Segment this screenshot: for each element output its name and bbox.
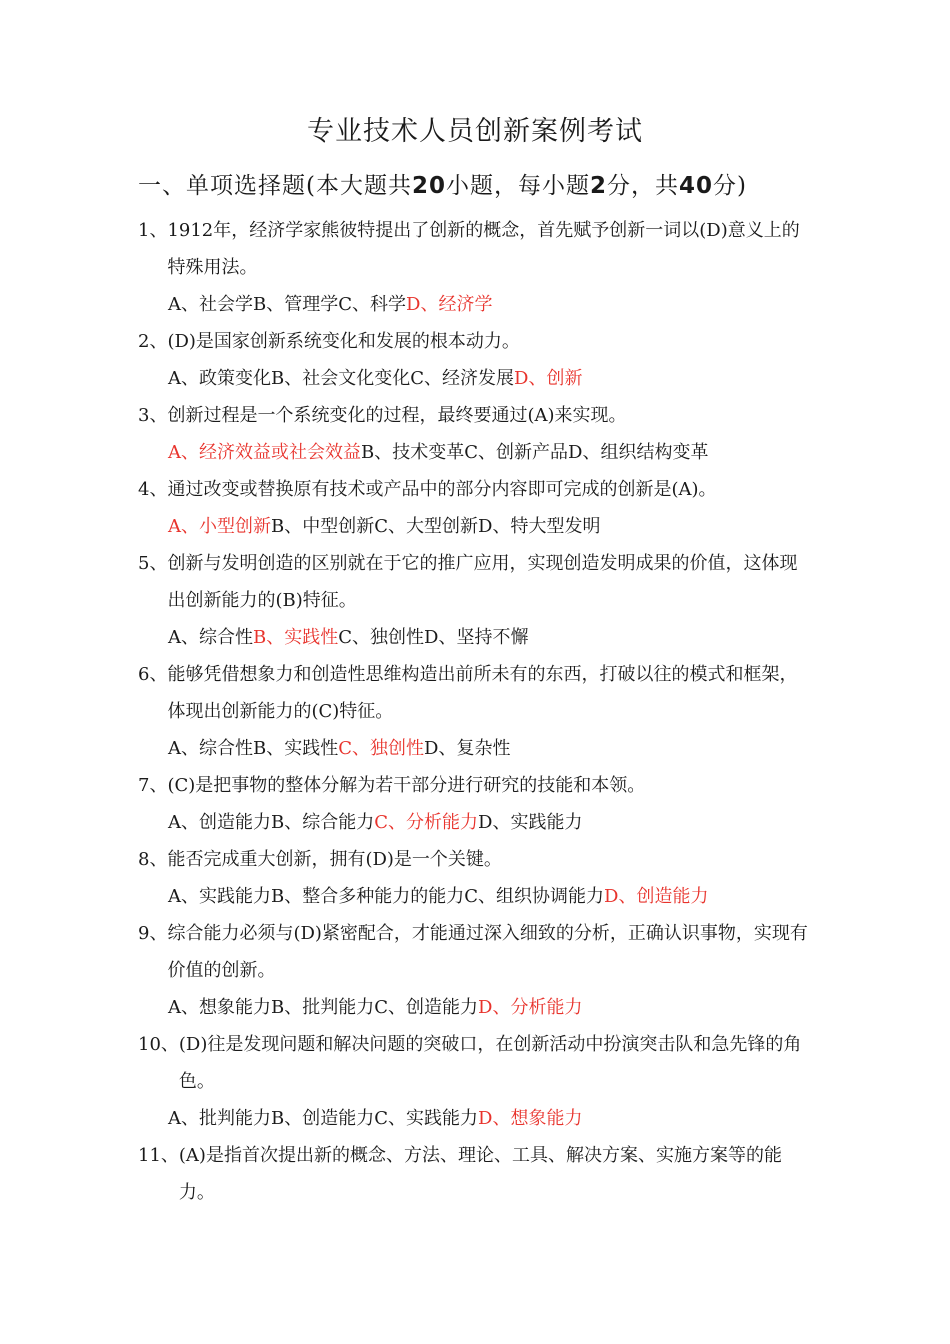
question-row: [138, 471, 808, 508]
option: A、实践能力: [168, 886, 271, 907]
question-item: [0, 1137, 950, 1211]
option: C、独创性: [338, 627, 425, 648]
question-text: (D)往是发现问题和解决问题的突破口，在创新活动中扮演突击队和急先锋的角色。: [178, 1034, 802, 1092]
option-correct: A、小型创新: [168, 516, 271, 537]
option-correct: C、独创性: [338, 738, 425, 759]
option: C、组织协调能力: [464, 886, 605, 907]
question-item: [0, 656, 950, 767]
option: B、整合多种能力的能力: [271, 886, 465, 907]
question-number: 5、: [138, 553, 168, 574]
question-text: (D)是国家创新系统变化和发展的根本动力。: [167, 331, 520, 352]
option-list: [168, 434, 828, 471]
question-number: 8、: [138, 849, 168, 870]
option: D、组织结构变革: [568, 442, 709, 463]
option: A、综合性: [168, 627, 253, 648]
option-list: [168, 286, 828, 323]
option: A、批判能力: [168, 1108, 271, 1129]
question-item: [0, 767, 950, 841]
question-number: 10、: [138, 1034, 179, 1055]
question-number: 9、: [138, 923, 168, 944]
question-row: [138, 323, 808, 360]
option: B、综合能力: [271, 812, 375, 833]
option: C、经济发展: [410, 368, 515, 389]
question-item: [0, 545, 950, 656]
option: C、实践能力: [374, 1108, 479, 1129]
option-list: [168, 619, 828, 656]
option-correct: A、经济效益或社会效益: [168, 442, 361, 463]
question-number: 4、: [138, 479, 168, 500]
question-item: [0, 471, 950, 545]
option: B、创造能力: [271, 1108, 375, 1129]
option: B、管理学: [253, 294, 339, 315]
question-row: [138, 841, 808, 878]
section-points: 2: [590, 173, 608, 199]
question-item: [0, 212, 950, 323]
section-count: 20: [411, 173, 446, 199]
option-correct: C、分析能力: [374, 812, 479, 833]
question-text: 能否完成重大创新，拥有(D)是一个关键。: [167, 849, 502, 870]
question-number: 3、: [138, 405, 168, 426]
option-list: [168, 878, 828, 915]
question-text: 综合能力必须与(D)紧密配合，才能通过深入细致的分析，正确认识事物，实现有价值的创新。: [167, 923, 808, 981]
section-mid1: 小题，每小题: [446, 173, 590, 199]
question-number: 11、: [138, 1145, 179, 1166]
option-correct: D、想象能力: [478, 1108, 583, 1129]
option: A、综合性: [168, 738, 253, 759]
option: B、批判能力: [271, 997, 375, 1018]
question-number: 2、: [138, 331, 168, 352]
option: A、创造能力: [168, 812, 271, 833]
question-row: [138, 915, 808, 989]
question-row: [138, 397, 808, 434]
option: D、复杂性: [424, 738, 511, 759]
option: B、实践性: [253, 738, 339, 759]
option: A、想象能力: [168, 997, 271, 1018]
option: C、科学: [338, 294, 407, 315]
question-row: [138, 212, 808, 286]
question-row: [138, 1026, 808, 1100]
option-correct: D、经济学: [406, 294, 493, 315]
option: D、坚持不懈: [424, 627, 529, 648]
question-row: [138, 656, 808, 730]
option-list: [168, 804, 828, 841]
question-text: 创新与发明创造的区别就在于它的推广应用，实现创造发明成果的价值，这体现出创新能力的(B)特征。: [167, 553, 798, 611]
question-text: 通过改变或替换原有技术或产品中的部分内容即可完成的创新是(A)。: [167, 479, 717, 500]
question-number: 1、: [138, 220, 168, 241]
question-number: 6、: [138, 664, 168, 685]
question-list: [0, 212, 950, 1211]
page-title: 专业技术人员创新案例考试: [307, 116, 643, 147]
option: B、中型创新: [271, 516, 375, 537]
option: D、实践能力: [478, 812, 583, 833]
option: D、特大型发明: [478, 516, 601, 537]
question-row: [138, 545, 808, 619]
section-total: 40: [679, 173, 714, 199]
option-correct: D、创新: [514, 368, 583, 389]
option-correct: D、分析能力: [478, 997, 583, 1018]
question-text: 1912年，经济学家熊彼特提出了创新的概念，首先赋予创新一词以(D)意义上的特殊用法。: [167, 220, 800, 278]
question-row: [138, 1137, 808, 1211]
question-item: [0, 323, 950, 397]
section-heading: [138, 166, 838, 206]
option: B、社会文化变化: [271, 368, 411, 389]
question-text: 创新过程是一个系统变化的过程，最终要通过(A)来实现。: [167, 405, 627, 426]
option-list: [168, 989, 828, 1026]
option-list: [168, 1100, 828, 1137]
option-list: [168, 508, 828, 545]
option: B、技术变革: [361, 442, 465, 463]
section-prefix: 一、单项选择题(本大题共: [138, 173, 412, 199]
question-text: 能够凭借想象力和创造性思维构造出前所未有的东西，打破以往的模式和框架，体现出创新能力的(C)特征。: [167, 664, 798, 722]
question-item: [0, 915, 950, 1026]
question-text: (C)是把事物的整体分解为若干部分进行研究的技能和本领。: [167, 775, 646, 796]
option-list: [168, 730, 828, 767]
option-correct: D、创造能力: [604, 886, 709, 907]
option-list: [168, 360, 828, 397]
option: A、社会学: [168, 294, 253, 315]
question-text: (A)是指首次提出新的概念、方法、理论、工具、解决方案、实施方案等的能力。: [178, 1145, 782, 1203]
section-suffix: 分): [713, 173, 748, 199]
question-item: [0, 397, 950, 471]
option: C、创新产品: [464, 442, 569, 463]
option: C、创造能力: [374, 997, 479, 1018]
question-item: [0, 841, 950, 915]
section-mid2: 分，共: [607, 173, 680, 199]
option: C、大型创新: [374, 516, 479, 537]
option-correct: B、实践性: [253, 627, 339, 648]
option: A、政策变化: [168, 368, 271, 389]
question-row: [138, 767, 808, 804]
question-item: [0, 1026, 950, 1137]
question-number: 7、: [138, 775, 168, 796]
